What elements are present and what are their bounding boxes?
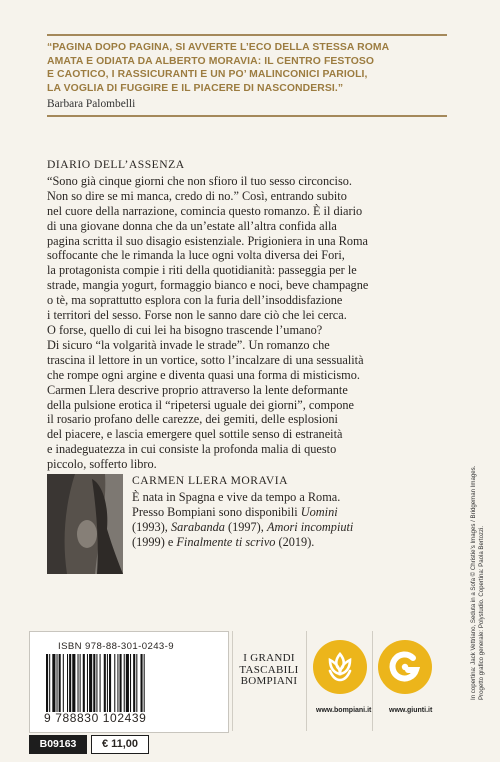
flower-icon: [313, 640, 367, 694]
barcode-box: [29, 631, 229, 733]
spiral-icon: [378, 640, 432, 694]
pull-quote: “PAGINA DOPO PAGINA, SI AVVERTE L’ECO DELLA STESSA ROMA AMATA E ODIATA DA ALBERTO MORAVIA: IL CENTRO FESTOSO E CAOTICO, I RASSICURANTI E UN PO’ MALINCONICI PARIOLI, LA VOGLIA DI FUGGIRE E IL PIACERE DI NASCONDERSI.”: [47, 42, 390, 94]
quote-block: [47, 34, 447, 117]
barcode-bar: [83, 654, 85, 712]
barcode-bar: [133, 654, 135, 712]
author-bio-text: (1997),: [224, 519, 267, 534]
giunti-url: www.giunti.it: [389, 707, 433, 714]
barcode-bar: [52, 654, 55, 712]
author-bio-line1: È nata in Spagna e vive da tempo a Roma.: [132, 489, 341, 504]
giunti-logo-icon: [378, 640, 432, 694]
barcode-bar: [49, 654, 50, 712]
divider: [372, 631, 373, 731]
book-title: Sarabanda: [170, 519, 225, 534]
barcode-bar: [69, 654, 71, 712]
book-description: [47, 158, 452, 472]
author-portrait-image: [47, 474, 123, 574]
barcode-bar: [96, 654, 97, 712]
barcode-bar: [124, 654, 125, 712]
author-name: CARMEN LLERA MORAVIA: [132, 474, 289, 487]
divider: [306, 631, 307, 731]
barcode-icon: [46, 654, 214, 712]
cover-credits: In copertina: Jack Vettriano, Seduta in a Sofa © Christie’s Images / Bridgeman Images. Progetto grafico generale: Polystudio. Copertina: Paola Bertozzi.: [470, 465, 485, 700]
barcode-bar: [136, 654, 137, 712]
author-photo: [47, 474, 123, 574]
barcode-bar: [89, 654, 92, 712]
barcode-bar: [107, 654, 108, 712]
barcode-bar: [87, 654, 88, 712]
description-title: DIARIO DELL’ASSENZA: [47, 158, 185, 171]
barcode-bar: [80, 654, 81, 712]
quote-top-rule: [47, 34, 447, 36]
barcode-bar: [144, 654, 145, 712]
bompiani-logo-icon: [313, 640, 367, 694]
quote-bottom-rule: [47, 115, 447, 117]
barcode-bar: [130, 654, 131, 712]
barcode-bar: [126, 654, 129, 712]
barcode-bar: [120, 654, 122, 712]
price: € 11,00: [91, 735, 149, 754]
barcode-bar: [78, 654, 79, 712]
barcode-bar: [72, 654, 75, 712]
divider: [232, 631, 233, 731]
barcode-bar: [59, 654, 61, 712]
barcode-bar: [117, 654, 118, 712]
series-logo: I GRANDI TASCABILI BOMPIANI: [239, 652, 299, 687]
author-bio-text: (1999) e: [132, 534, 177, 549]
barcode-bar: [93, 654, 95, 712]
barcode-bar: [109, 654, 111, 712]
book-title: Uomini: [300, 504, 338, 519]
barcode-bar: [141, 654, 143, 712]
author-bio-text: (1993),: [132, 519, 171, 534]
product-code: B09163: [29, 735, 87, 754]
barcode-digits: 9 788830 102439: [44, 711, 147, 725]
barcode-bar: [63, 654, 64, 712]
barcode-bar: [100, 654, 101, 712]
isbn: ISBN 978-88-301-0243-9: [58, 641, 174, 652]
author-info: [132, 474, 462, 550]
author-bio-text: Presso Bompiani sono disponibili: [132, 504, 301, 519]
barcode-bar: [114, 654, 115, 712]
book-title: Amori incompiuti: [266, 519, 354, 534]
barcode-bar: [67, 654, 68, 712]
quote-author: Barbara Palombelli: [47, 98, 136, 111]
description-body: “Sono già cinque giorni che non sfioro il tuo sesso circonciso. Non so dire se mi manca, credo di no.” Così, entrando subito nel cuore della narrazione, comincia questo romanzo. È il diario di una giovane donna che da un’estate all’altra confida alla pagina scritta il suo disagio esistenziale. Prigioniera in una Roma soffocante che le rimanda la luce ogni volta diversa dei Fori, la protagonista compie i riti della quotidianità: passeggia per le strade, mangia yogurt, formaggio bianco e noci, beve champagne o tè, ma soprattutto esplora con la furia dell’insoddisfazione i territori del sesso. Forse non le sanno dare ciò che lei cerca. O forse, quello di cui lei ha bisogno trascende l’umano? Di sicuro “la volgarità invade le strade”. Un romanzo che trascina il lettore in un vortice, sotto l’incalzare di una sessualità che rompe ogni argine e diventa quasi una forma di misticismo. Carmen Llera descrive proprio attraverso la lente deformante della pulsione erotica il “ripetersi uguale dei giorni”, compone il rosario profano delle carezze, dei gemiti, delle esplosioni del piacere, e lascia emergere quel sottile senso di estraneità e inadeguatezza in cui consiste la profonda malia di questo piccolo, sofferto libro.: [47, 173, 369, 472]
author-bio: [132, 490, 462, 550]
barcode-bar: [104, 654, 106, 712]
author-bio-text: (2019).: [275, 534, 315, 549]
bompiani-url: www.bompiani.it: [316, 707, 372, 714]
barcode-bar: [57, 654, 58, 712]
book-title: Finalmente ti scrivo: [176, 534, 276, 549]
barcode-bar: [46, 654, 48, 712]
